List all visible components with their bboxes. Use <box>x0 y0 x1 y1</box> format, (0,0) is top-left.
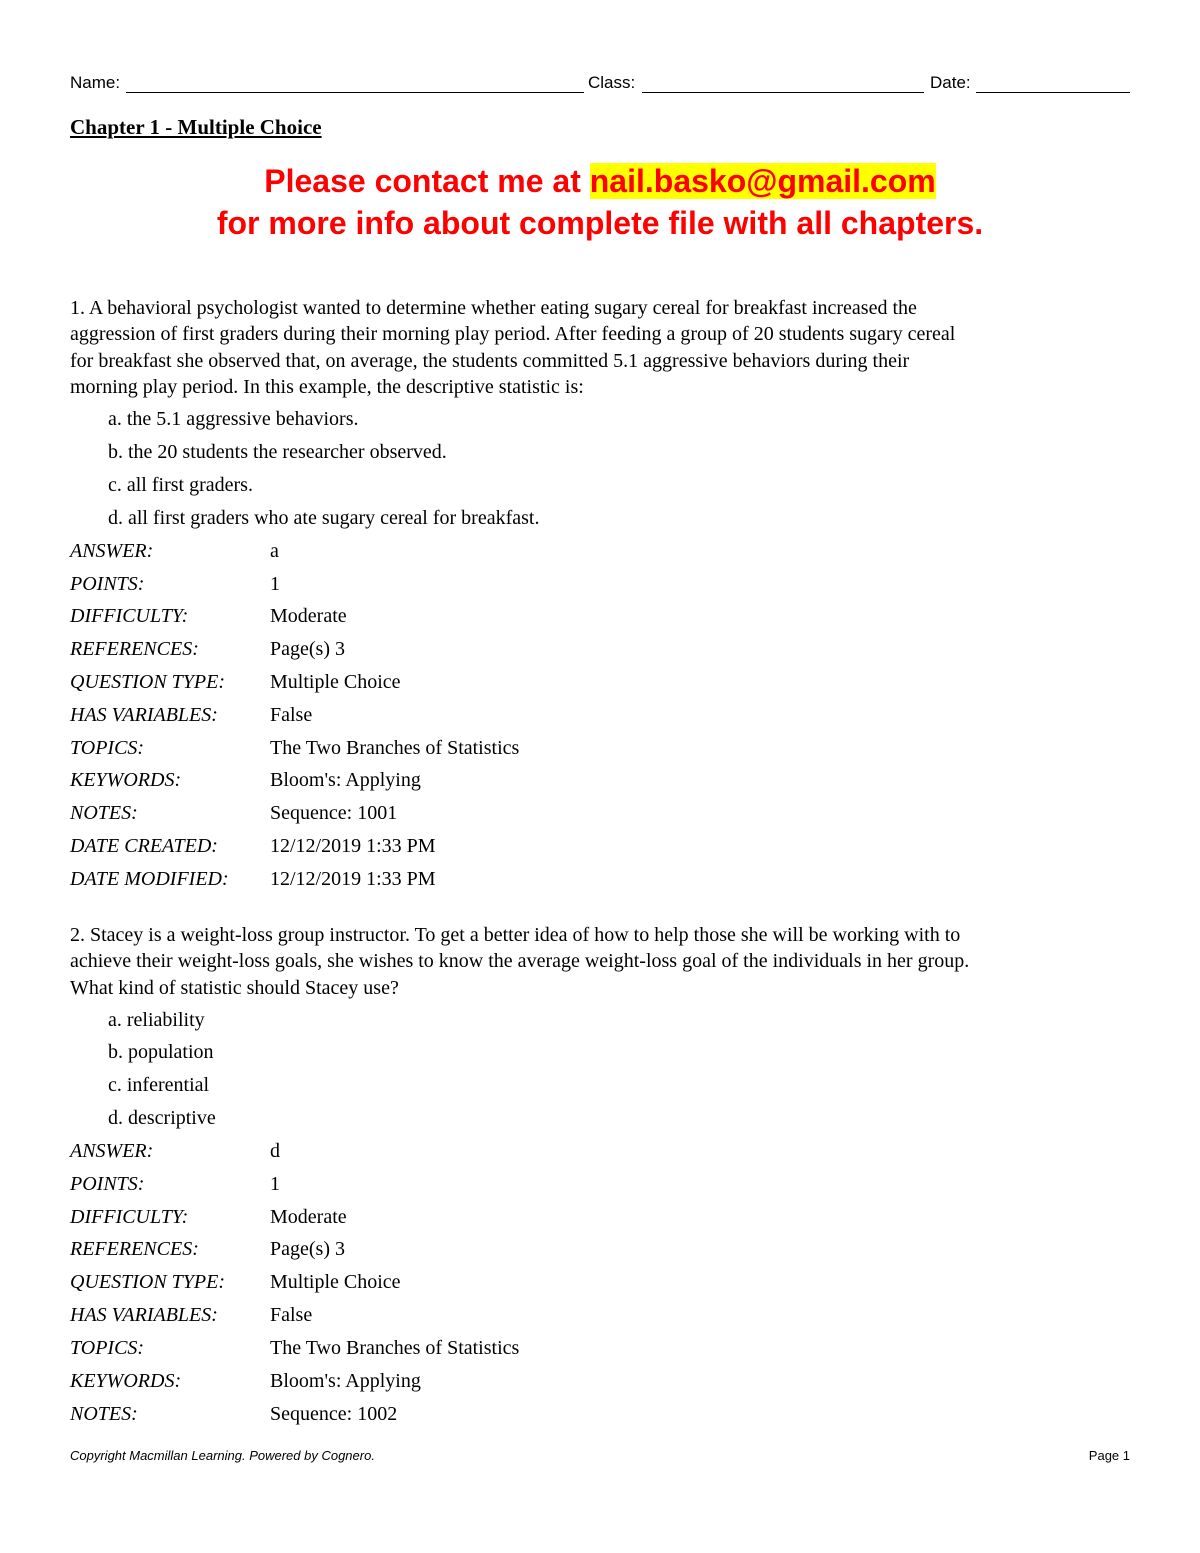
meta-key-question-type: QUESTION TYPE: <box>70 1271 226 1293</box>
promo-line-1 <box>0 160 1200 202</box>
meta-value-references: Page(s) 3 <box>270 638 345 660</box>
question-stem-line: 1. A behavioral psychologist wanted to determine whether eating sugary cereal for breakfast increased the <box>70 297 917 319</box>
meta-key-topics: TOPICS: <box>70 1337 145 1359</box>
name-blank-line <box>126 92 584 93</box>
meta-value-answer: a <box>270 540 279 562</box>
answer-option-c: c. all first graders. <box>108 474 253 496</box>
question-stem-line: for breakfast she observed that, on average, the students committed 5.1 aggressive behaviors during their <box>70 350 910 372</box>
meta-value-has-variables: False <box>270 704 313 726</box>
question-stem-line: morning play period. In this example, the descriptive statistic is: <box>70 376 584 398</box>
meta-value-keywords: Bloom's: Applying <box>270 1370 421 1392</box>
meta-value-date-modified: 12/12/2019 1:33 PM <box>270 868 436 890</box>
promo-line-2: for more info about complete file with all chapters. <box>216 205 984 241</box>
meta-key-points: POINTS: <box>70 573 145 595</box>
question-stem-line: achieve their weight-loss goals, she wishes to know the average weight-loss goal of the individuals in her group. <box>70 950 970 972</box>
meta-value-topics: The Two Branches of Statistics <box>270 737 520 759</box>
question-stem-line: What kind of statistic should Stacey use? <box>70 977 399 999</box>
meta-key-notes: NOTES: <box>70 1403 138 1425</box>
meta-value-difficulty: Moderate <box>270 1206 347 1228</box>
meta-key-answer: ANSWER: <box>70 1140 154 1162</box>
meta-key-references: REFERENCES: <box>70 638 199 660</box>
meta-key-keywords: KEYWORDS: <box>70 769 182 791</box>
promo-email: nail.basko@gmail.com <box>589 163 936 199</box>
meta-value-has-variables: False <box>270 1304 313 1326</box>
meta-key-references: REFERENCES: <box>70 1238 199 1260</box>
answer-option-d: d. descriptive <box>108 1107 216 1129</box>
page-number: Page 1 <box>1088 1448 1130 1463</box>
date-label: Date: <box>930 73 971 92</box>
meta-key-has-variables: HAS VARIABLES: <box>70 1304 218 1326</box>
meta-key-difficulty: DIFFICULTY: <box>70 1206 189 1228</box>
meta-value-notes: Sequence: 1001 <box>270 802 398 824</box>
answer-option-a: a. the 5.1 aggressive behaviors. <box>108 408 359 430</box>
meta-key-notes: NOTES: <box>70 802 138 824</box>
meta-value-answer: d <box>270 1140 280 1162</box>
header-fields <box>70 72 1130 96</box>
meta-value-question-type: Multiple Choice <box>270 671 401 693</box>
question-stem-line: 2. Stacey is a weight-loss group instructor. To get a better idea of how to help those she will be working with to <box>70 924 961 946</box>
copyright-text: Copyright Macmillan Learning. Powered by Cognero. <box>70 1448 375 1463</box>
meta-value-notes: Sequence: 1002 <box>270 1403 398 1425</box>
class-blank-line <box>642 92 924 93</box>
meta-value-references: Page(s) 3 <box>270 1238 345 1260</box>
meta-value-question-type: Multiple Choice <box>270 1271 401 1293</box>
meta-key-difficulty: DIFFICULTY: <box>70 605 189 627</box>
promo-banner <box>0 160 1200 244</box>
meta-value-points: 1 <box>270 573 280 595</box>
meta-key-points: POINTS: <box>70 1173 145 1195</box>
question-stem-line: aggression of first graders during their morning play period. After feeding a group of 20 students sugary cereal <box>70 323 956 345</box>
answer-option-a: a. reliability <box>108 1009 205 1031</box>
answer-option-c: c. inferential <box>108 1074 210 1096</box>
answer-option-d: d. all first graders who ate sugary cereal for breakfast. <box>108 507 540 529</box>
meta-key-date-modified: DATE MODIFIED: <box>70 868 229 890</box>
meta-value-topics: The Two Branches of Statistics <box>270 1337 520 1359</box>
meta-value-date-created: 12/12/2019 1:33 PM <box>270 835 436 857</box>
promo-prefix: Please contact me at <box>264 163 590 199</box>
answer-option-b: b. the 20 students the researcher observed. <box>108 441 447 463</box>
answer-option-b: b. population <box>108 1041 214 1063</box>
meta-key-answer: ANSWER: <box>70 540 154 562</box>
meta-key-topics: TOPICS: <box>70 737 145 759</box>
meta-value-difficulty: Moderate <box>270 605 347 627</box>
meta-key-keywords: KEYWORDS: <box>70 1370 182 1392</box>
page-footer <box>70 1447 1130 1467</box>
meta-key-has-variables: HAS VARIABLES: <box>70 704 218 726</box>
meta-key-question-type: QUESTION TYPE: <box>70 671 226 693</box>
meta-value-points: 1 <box>270 1173 280 1195</box>
name-label: Name: <box>70 73 121 92</box>
meta-key-date-created: DATE CREATED: <box>70 835 218 857</box>
meta-value-keywords: Bloom's: Applying <box>270 769 421 791</box>
chapter-title: Chapter 1 - Multiple Choice <box>70 115 322 139</box>
date-blank-line <box>976 92 1130 93</box>
class-label: Class: <box>588 73 636 92</box>
